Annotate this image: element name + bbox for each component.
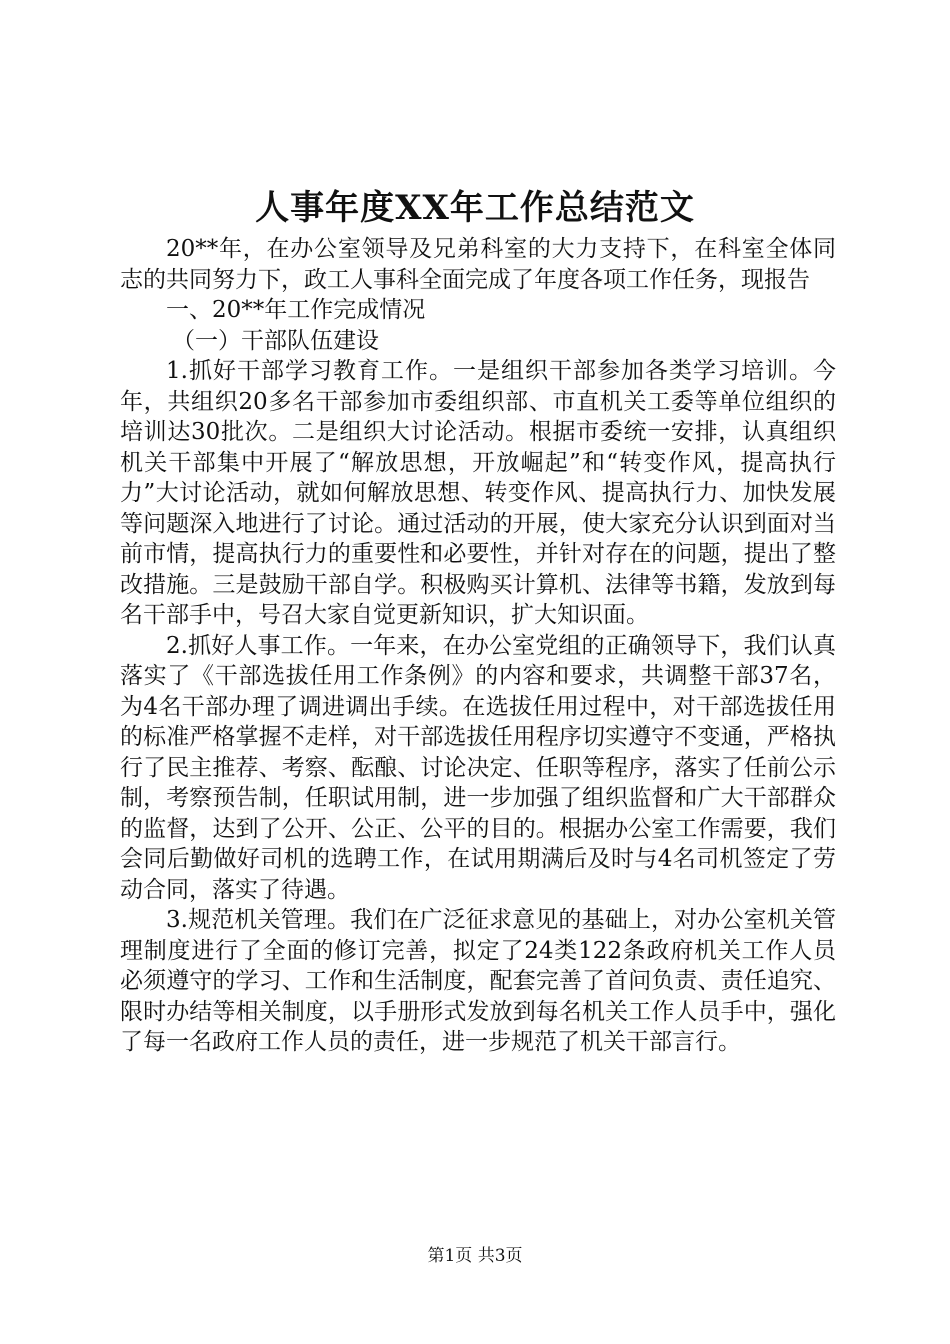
subsection-heading: （一）干部队伍建设 bbox=[172, 327, 379, 354]
section-heading: 一、20**年工作完成情况 bbox=[166, 297, 426, 323]
intro-paragraph: 20**年，在办公室领导及兄弟科室的大力支持下，在科室全体同志的共同努力下，政工人事科全面完成了年度各项工作任务，现报告 bbox=[120, 236, 836, 293]
body-paragraph: 2.抓好人事工作。一年来，在办公室党组的正确领导下，我们认真落实了《干部选拔任用工作条例》的内容和要求，共调整干部37名，为4名干部办理了调进调出手续。在选拔任用过程中，对干部选拔任用的标准严格掌握不走样，对干部选拔任用程序切实遵守不变通，严格执行了民主推荐、考察、酝酿、讨论决定、任职等程序，落实了任前公示制，考察预告制，任职试用制，进一步加强了组织监督和广大干部群众的监督，达到了公开、公正、公平的目的。根据办公室工作需要，我们会同后勤做好司机的选聘工作，在试用期满后及时与4名司机签定了劳动合同，落实了待遇。 bbox=[120, 632, 836, 903]
document-title: 人事年度XX年工作总结范文 bbox=[255, 188, 695, 228]
document-body bbox=[120, 234, 836, 1058]
body-paragraph: 3.规范机关管理。我们在广泛征求意见的基础上，对办公室机关管理制度进行了全面的修订完善，拟定了24类122条政府机关工作人员必须遵守的学习、工作和生活制度，配套完善了首问负责、责任追究、限时办结等相关制度，以手册形式发放到每名机关工作人员手中，强化了每一名政府工作人员的责任，进一步规范了机关干部言行。 bbox=[120, 907, 836, 1055]
page-footer: 第1页 共3页 bbox=[427, 1246, 523, 1266]
body-paragraph: 1.抓好干部学习教育工作。一是组织干部参加各类学习培训。今年，共组织20多名干部参加市委组织部、市直机关工委等单位组织的培训达30批次。二是组织大讨论活动。根据市委统一安排，认真组织机关干部集中开展了“解放思想，开放崛起”和“转变作风，提高执行力”大讨论活动，就如何解放思想、转变作风、提高执行力、加快发展等问题深入地进行了讨论。通过活动的开展，使大家充分认识到面对当前市情，提高执行力的重要性和必要性，并针对存在的问题，提出了整改措施。三是鼓励干部自学。积极购买计算机、法律等书籍，发放到每名干部手中，号召大家自觉更新知识，扩大知识面。 bbox=[120, 358, 836, 628]
